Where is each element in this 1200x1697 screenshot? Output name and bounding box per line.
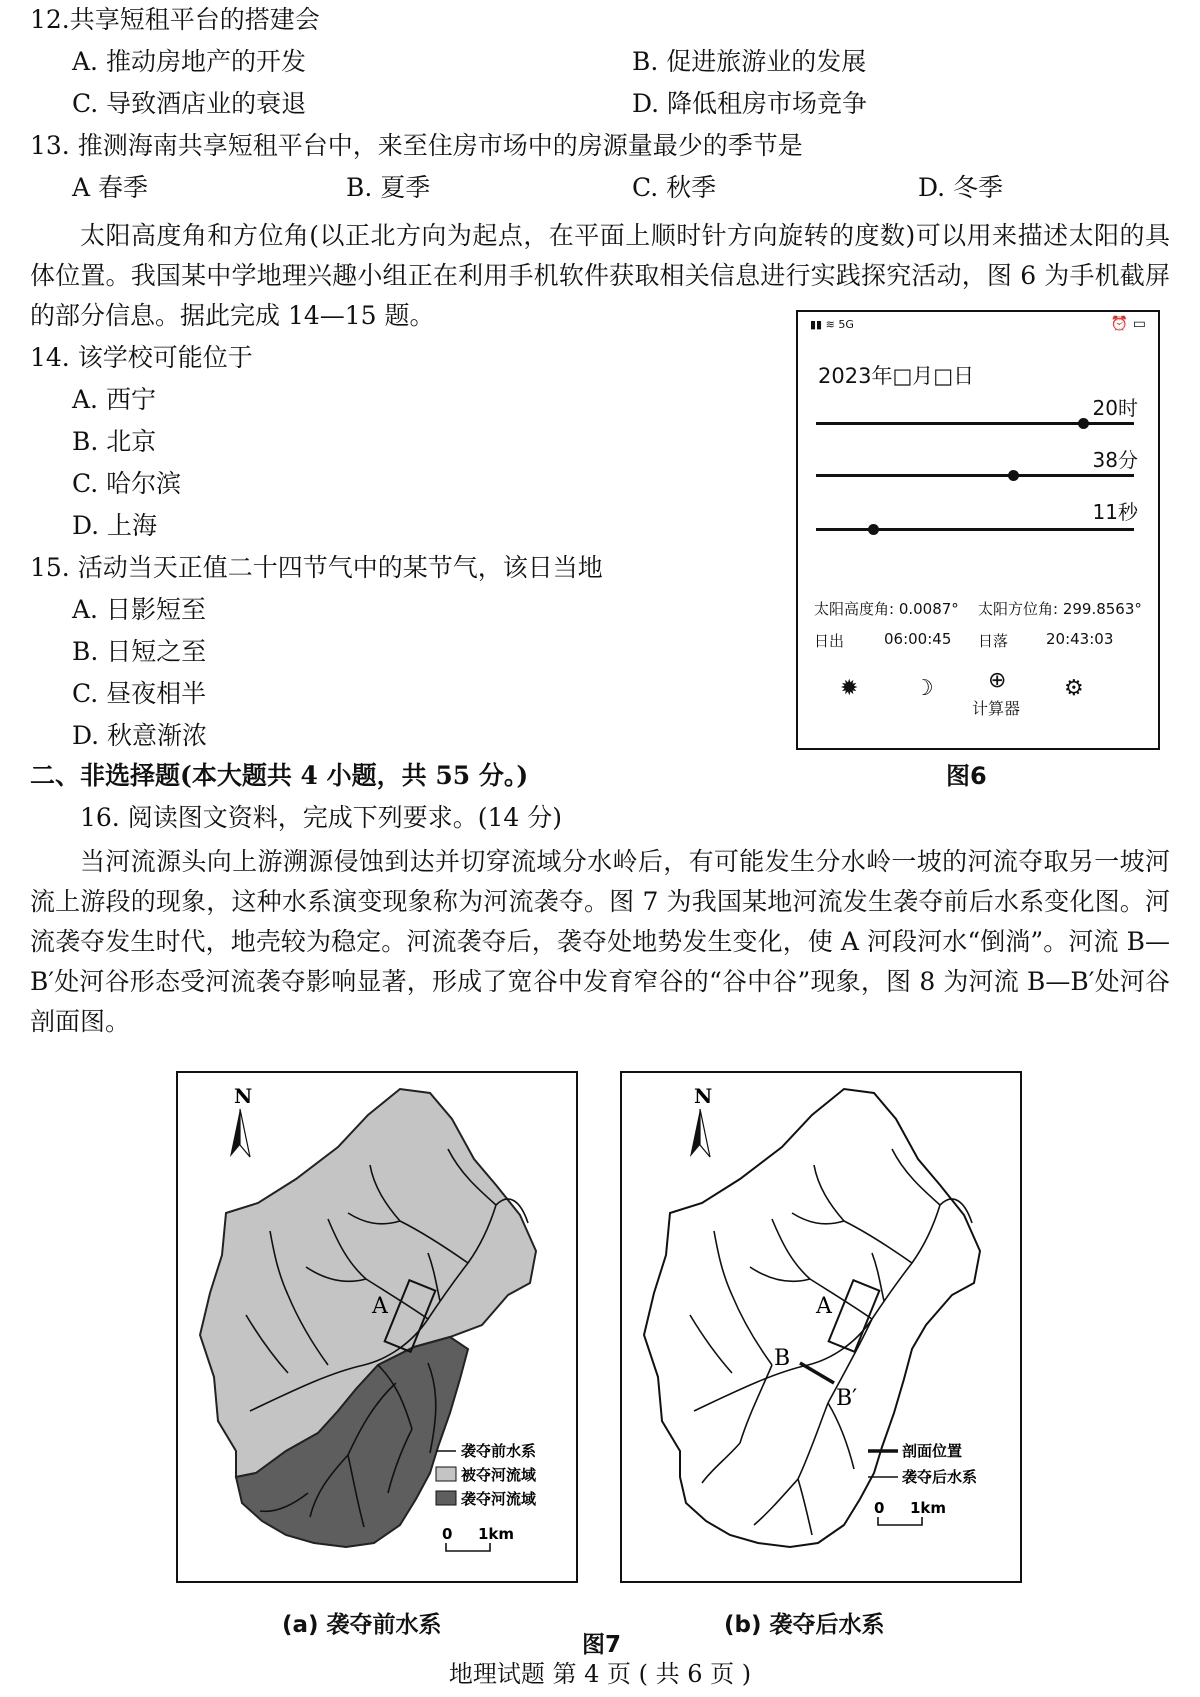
- q15-option-d: D. 秋意渐浓: [72, 721, 208, 750]
- sunset-label: 日落: [978, 632, 1009, 650]
- sunset-time: 20:43:03: [1046, 630, 1114, 648]
- q16-stem: 16. 阅读图文资料，完成下列要求。(14 分): [80, 803, 562, 832]
- solar-altitude: 太阳高度角: 0.0087°: [814, 600, 959, 618]
- q12-option-c: C. 导致酒店业的衰退: [72, 89, 307, 118]
- page-footer: 地理试题 第 4 页 ( 共 6 页 ): [448, 1660, 752, 1688]
- scale-km-b: 1km: [910, 1499, 947, 1517]
- q13-option-c: C. 秋季: [632, 173, 717, 202]
- gear-icon[interactable]: ⚙: [1064, 676, 1084, 701]
- q13-option-a: A 春季: [72, 173, 149, 202]
- q14-option-b: B. 北京: [72, 427, 157, 456]
- scale-zero-b: 0: [874, 1499, 885, 1517]
- q13-option-b: B. 夏季: [346, 173, 431, 202]
- moon-icon[interactable]: ☽: [914, 676, 934, 701]
- label-b-prime: B′: [836, 1386, 858, 1411]
- intro-paragraph: 太阳高度角和方位角(以正北方向为起点，在平面上顺时针方向旋转的度数)可以用来描述太阳的具体位置。我国某中学地理兴趣小组正在利用手机软件获取相关信息进行实践探究活动，图 6 为手机截屏的部分信息。据此完成 14—15 题。: [30, 221, 1170, 330]
- legend-captured-swatch: [436, 1467, 456, 1481]
- map-b-svg: [622, 1073, 1019, 1580]
- figure-6-caption: 图6: [946, 762, 987, 790]
- legend-b1: 剖面位置: [902, 1442, 963, 1460]
- q12-stem: 12.共享短租平台的搭建会: [30, 5, 320, 34]
- label-a: A: [372, 1294, 388, 1319]
- q12-option-d: D. 降低租房市场竞争: [632, 89, 868, 118]
- sunrise-time: 06:00:45: [884, 630, 952, 648]
- north-label: N: [234, 1084, 253, 1108]
- scale-zero-a: 0: [442, 1525, 453, 1543]
- figure-7-caption: 图7: [582, 1632, 622, 1658]
- label-a-after: A: [816, 1294, 832, 1319]
- phone-screenshot: [796, 310, 1160, 750]
- globe-icon[interactable]: ⊕: [988, 668, 1007, 693]
- section-2-heading: 二、非选择题(本大题共 4 小题，共 55 分。): [30, 761, 529, 790]
- q15-option-a: A. 日影短至: [72, 595, 206, 624]
- q15-stem: 15. 活动当天正值二十四节气中的某节气，该日当地: [30, 553, 603, 582]
- north-arrow-icon-b: [690, 1109, 700, 1157]
- q13-option-d: D. 冬季: [918, 173, 1004, 202]
- solar-azimuth: 太阳方位角: 299.8563°: [978, 600, 1142, 618]
- hour-slider: [816, 422, 1134, 425]
- phone-date: 2023年□月□日: [818, 364, 975, 388]
- map-before-capture: [176, 1071, 578, 1583]
- status-bar-right: ⏰ ▭: [1110, 316, 1146, 332]
- north-arrow-icon: [230, 1109, 240, 1157]
- q14-option-d: D. 上海: [72, 511, 158, 540]
- hour-label: 20时: [1092, 396, 1138, 420]
- second-slider-knob: [868, 524, 879, 535]
- north-label-b: N: [694, 1084, 713, 1108]
- q15-option-b: B. 日短之至: [72, 637, 207, 666]
- label-b: B: [774, 1346, 791, 1371]
- legend-a2: 被夺河流域: [461, 1466, 537, 1484]
- legend-a1: 袭夺前水系: [461, 1442, 537, 1460]
- caption-map-a: (a) 袭夺前水系: [282, 1612, 442, 1638]
- map-a-svg: [178, 1073, 575, 1580]
- legend-capturing-swatch: [436, 1491, 456, 1505]
- q16-material: 当河流源头向上游溯源侵蚀到达并切穿流域分水岭后，有可能发生分水岭一坡的河流夺取另一坡河流上游段的现象，这种水系演变现象称为河流袭夺。图 7 为我国某地河流发生袭夺前后水系变化图。河流袭夺发生时代，地壳较为稳定。河流袭夺后，袭夺处地势发生变化，使 A 河段河水“倒淌”。河流 B—B′处河谷形态受河流袭夺影响显著，形成了宽谷中发育窄谷的“谷中谷”现象，图 8 为河流 B—B′处河谷剖面图。: [30, 847, 1170, 1036]
- q14-option-c: C. 哈尔滨: [72, 469, 182, 498]
- status-bar-left: ▮▮ ≋ 5G: [810, 318, 854, 331]
- legend-b2: 袭夺后水系: [902, 1468, 978, 1486]
- minute-slider-knob: [1008, 470, 1019, 481]
- second-slider: [816, 528, 1134, 531]
- minute-slider: [816, 474, 1134, 477]
- hour-slider-knob: [1078, 418, 1089, 429]
- legend-a3: 袭夺河流域: [461, 1490, 537, 1508]
- q14-option-a: A. 西宁: [72, 385, 156, 414]
- scale-km-a: 1km: [478, 1525, 515, 1543]
- q12-option-a: A. 推动房地产的开发: [72, 47, 306, 76]
- q13-stem: 13. 推测海南共享短租平台中，来至住房市场中的房源量最少的季节是: [30, 131, 803, 160]
- calculator-tab-label[interactable]: 计算器: [972, 699, 1021, 718]
- minute-label: 38分: [1092, 448, 1138, 472]
- second-label: 11秒: [1092, 500, 1138, 524]
- sunrise-label: 日出: [814, 632, 845, 650]
- map-after-capture: [620, 1071, 1022, 1583]
- q14-stem: 14. 该学校可能位于: [30, 343, 253, 372]
- q15-option-c: C. 昼夜相半: [72, 679, 207, 708]
- caption-map-b: (b) 袭夺后水系: [724, 1612, 885, 1638]
- q12-option-b: B. 促进旅游业的发展: [632, 47, 867, 76]
- sun-icon[interactable]: ✹: [840, 676, 859, 701]
